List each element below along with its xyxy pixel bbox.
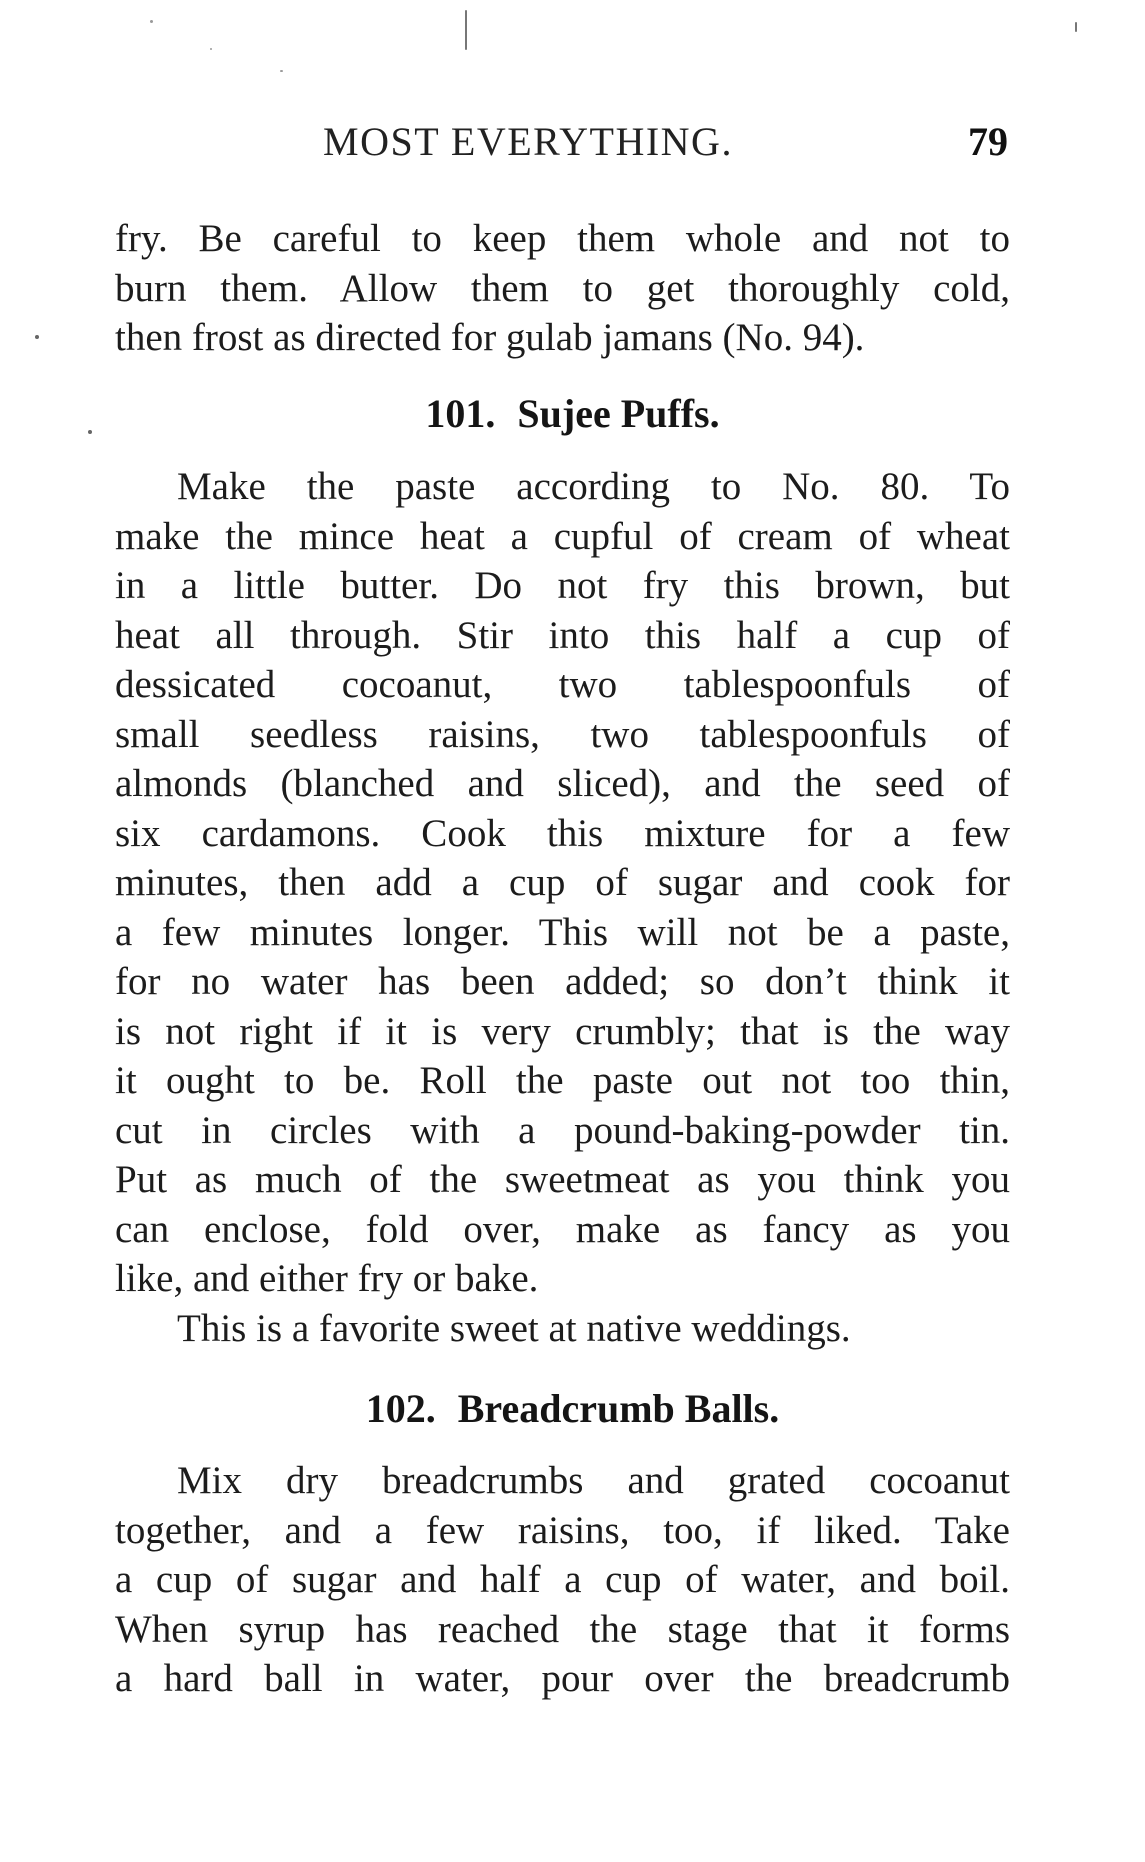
text-line: minutes, then add a cup of sugar and cook for <box>115 861 1010 904</box>
recipe-heading-102 <box>0 1385 1145 1432</box>
scan-speck <box>210 48 212 50</box>
text-line: Make the paste according to No. 80. To <box>177 465 1010 508</box>
text-line: can enclose, fold over, make as fancy as you <box>115 1207 1010 1251</box>
continued-paragraph <box>115 214 1010 363</box>
text-line: almonds (blanched and sliced), and the seed of <box>115 762 1010 805</box>
text-line: small seedless raisins, two tablespoonfuls of <box>115 712 1010 756</box>
text-line: it ought to be. Roll the paste out not too thin, <box>115 1059 1010 1102</box>
recipe-number: 102. <box>365 1386 436 1431</box>
text-line: This is a favorite sweet at native weddings. <box>177 1306 851 1350</box>
text-line: Put as much of the sweetmeat as you think you <box>115 1158 1010 1201</box>
text-line: fry. Be careful to keep them whole and not to <box>115 217 1010 260</box>
scan-speck <box>35 335 39 339</box>
running-head <box>0 118 1145 178</box>
text-line: like, and either fry or bake. <box>115 1257 539 1300</box>
recipe-heading-101 <box>0 390 1145 437</box>
text-line: heat all through. Stir into this half a cup of <box>115 613 1010 657</box>
text-line: then frost as directed for gulab jamans (No. 94). <box>115 316 865 359</box>
scan-speck <box>465 10 467 50</box>
text-line: a hard ball in water, pour over the breadcrumb <box>115 1657 1010 1700</box>
text-line: together, and a few raisins, too, if liked. Take <box>115 1508 1010 1552</box>
text-line: a few minutes longer. This will not be a paste, <box>115 910 1010 954</box>
text-line: is not right if it is very crumbly; that is the way <box>115 1009 1010 1053</box>
recipe-title: Sujee Puffs. <box>517 391 720 436</box>
text-line: a cup of sugar and half a cup of water, and boil. <box>115 1558 1010 1601</box>
recipe-title: Breadcrumb Balls. <box>457 1386 780 1431</box>
recipe-102-body <box>115 1456 1010 1704</box>
text-line: six cardamons. Cook this mixture for a few <box>115 811 1010 855</box>
text-line: make the mince heat a cupful of cream of wheat <box>115 514 1010 558</box>
text-line: burn them. Allow them to get thoroughly cold, <box>115 266 1010 310</box>
text-line: When syrup has reached the stage that it forms <box>115 1607 1010 1651</box>
text-line: Mix dry breadcrumbs and grated cocoanut <box>177 1459 1010 1502</box>
scan-speck <box>280 70 283 72</box>
recipe-number: 101. <box>425 391 496 436</box>
scan-speck <box>150 20 153 23</box>
recipe-101-body <box>115 462 1010 1353</box>
text-line: cut in circles with a pound-baking-powder tin. <box>115 1108 1010 1152</box>
page-number: 79 <box>968 119 1008 164</box>
running-title: MOST EVERYTHING. <box>323 119 733 164</box>
text-line: dessicated cocoanut, two tablespoonfuls of <box>115 663 1010 706</box>
text-line: in a little butter. Do not fry this brown, but <box>115 564 1010 607</box>
text-line: for no water has been added; so don’t think it <box>115 960 1010 1003</box>
scan-speck <box>1075 22 1077 32</box>
